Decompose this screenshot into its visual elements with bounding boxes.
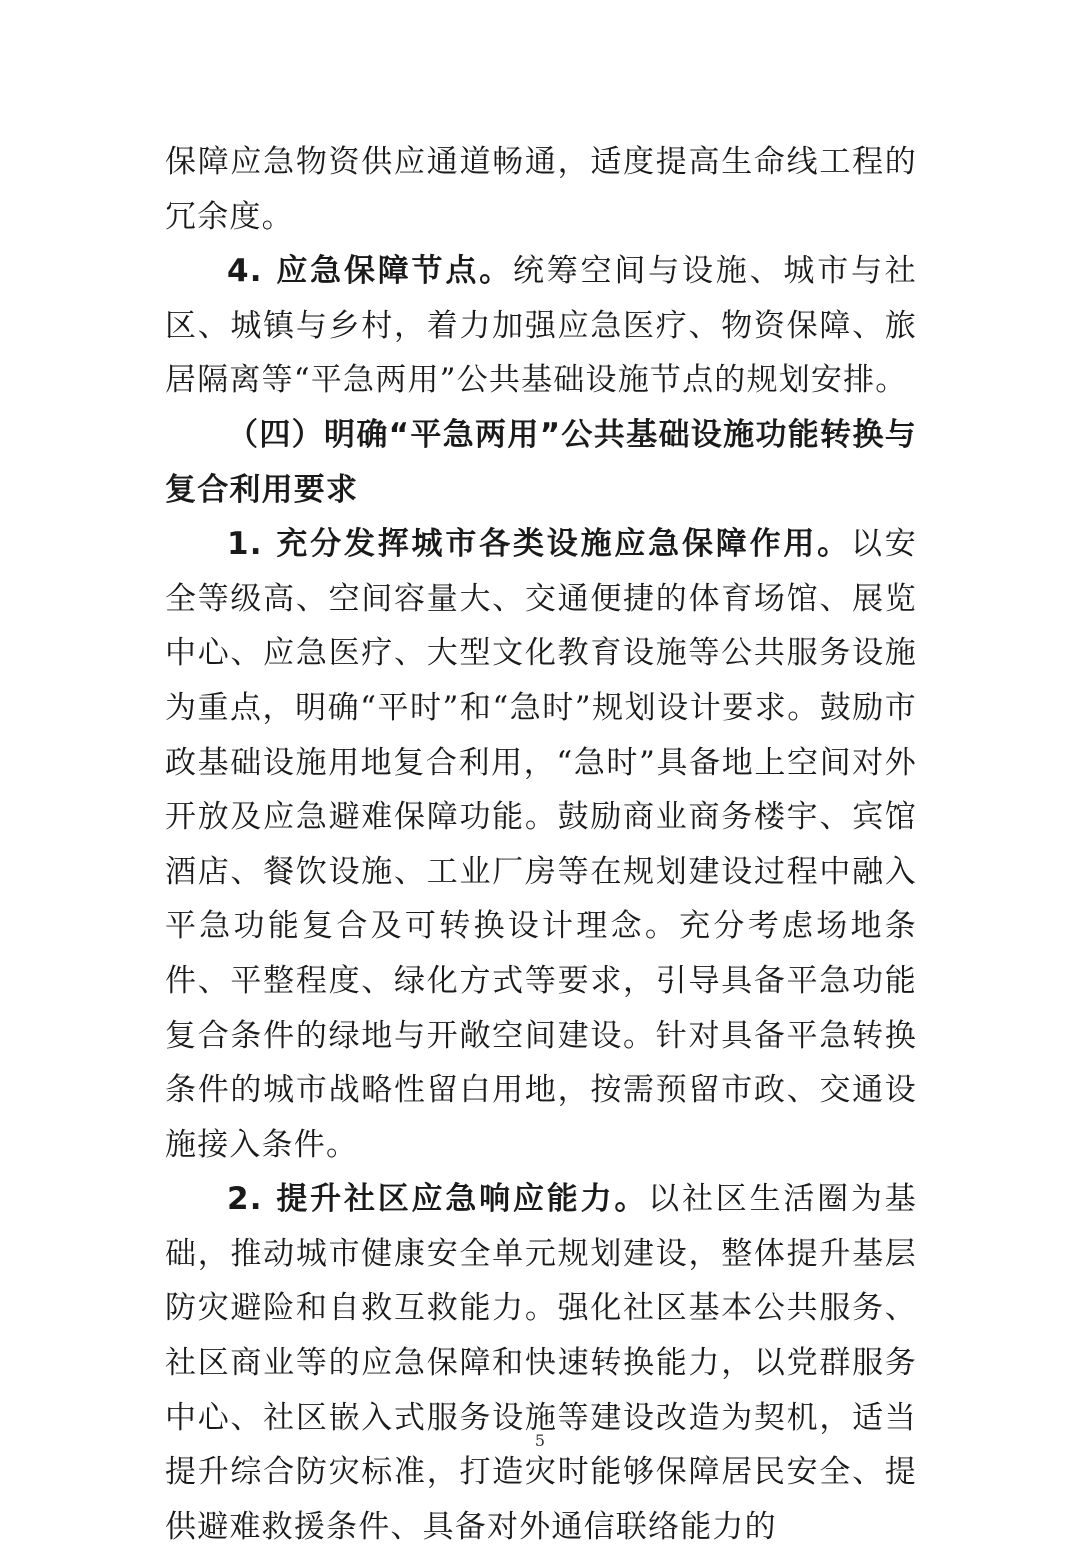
section-heading xyxy=(165,408,917,517)
paragraph-text: 以社区生活圈为基础，推动城市健康安全单元规划建设，整体提升基层防灾避险和自救互救能力。强化社区基本公共服务、社区商业等的应急保障和快速转换能力，以党群服务中心、社区嵌入式服务设施等建设改造为契机，适当提升综合防灾标准，打造灾时能够保障居民安全、提供避难救援条件、具备对外通信联络能力的 xyxy=(165,1181,917,1545)
document-body xyxy=(165,135,917,1554)
page-number: 5 xyxy=(534,1431,546,1450)
paragraph-item-4 xyxy=(165,244,917,408)
paragraph-text: 统筹空间与设施、城市与社区、城镇与乡村，着力加强应急医疗、物资保障、旅居隔离等“平急两用”公共基础设施节点的规划安排。 xyxy=(165,253,917,399)
item-heading: 2. 提升社区应急响应能力。 xyxy=(227,1181,649,1218)
paragraph-item-2 xyxy=(165,1172,917,1554)
paragraph-text: 以安全等级高、空间容量大、交通便捷的体育场馆、展览中心、应急医疗、大型文化教育设施等公共服务设施为重点，明确“平时”和“急时”规划设计要求。鼓励市政基础设施用地复合利用，“急时”具备地上空间对外开放及应急避难保障功能。鼓励商业商务楼宇、宾馆酒店、餐饮设施、工业厂房等在规划建设过程中融入平急功能复合及可转换设计理念。充分考虑场地条件、平整程度、绿化方式等要求，引导具备平急功能复合条件的绿地与开敞空间建设。针对具备平急转换条件的城市战略性留白用地，按需预留市政、交通设施接入条件。 xyxy=(165,526,918,1163)
section-heading-text: （四）明确“平急两用”公共基础设施功能转换与复合利用要求 xyxy=(165,416,917,508)
item-heading: 4. 应急保障节点。 xyxy=(227,253,513,290)
item-heading: 1. 充分发挥城市各类设施应急保障作用。 xyxy=(227,526,851,563)
paragraph-continuation xyxy=(165,135,917,244)
paragraph-item-1 xyxy=(165,517,917,1172)
paragraph-text: 保障应急物资供应通道畅通，适度提高生命线工程的冗余度。 xyxy=(165,144,917,235)
